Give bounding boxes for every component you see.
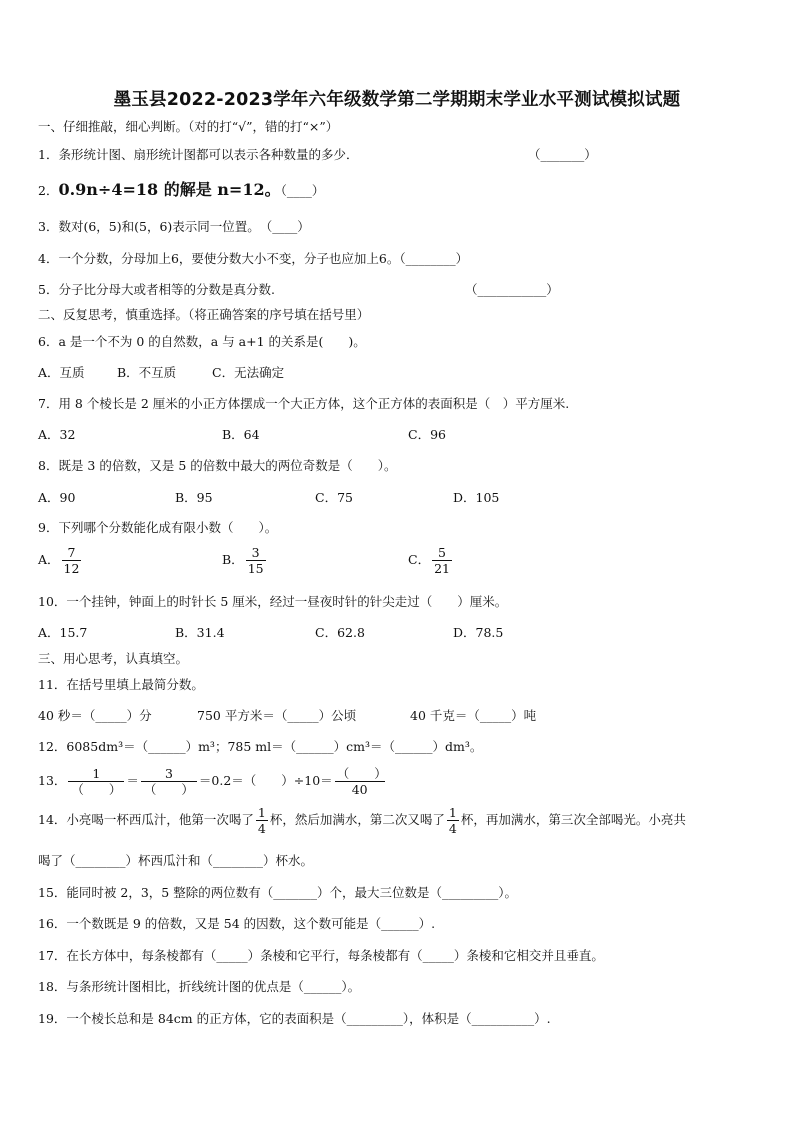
question-15[interactable]: 15．能同时被 2，3，5 整除的两位数有（_______）个，最大三位数是（_________）。 bbox=[38, 885, 517, 900]
question-6-option-a[interactable]: A．互质 bbox=[38, 365, 85, 380]
question-13[interactable] bbox=[38, 766, 387, 797]
fraction-denominator: 4 bbox=[448, 821, 457, 836]
question-10-option-d[interactable]: D．78.5 bbox=[453, 625, 504, 640]
question-8-option-c[interactable]: C．75 bbox=[315, 490, 353, 505]
fraction-numerator[interactable]: （ ） bbox=[336, 766, 387, 781]
fraction-denominator: 40 bbox=[351, 782, 368, 797]
fraction bbox=[68, 766, 124, 797]
fraction-denominator[interactable]: （ ） bbox=[143, 782, 194, 797]
question-11: 11．在括号里填上最简分数。 bbox=[38, 677, 204, 692]
question-7-option-a[interactable]: A．32 bbox=[38, 427, 76, 442]
fraction-denominator: 21 bbox=[434, 561, 450, 576]
question-10-option-c[interactable]: C．62.8 bbox=[315, 625, 365, 640]
question-18[interactable]: 18．与条形统计图相比，折线统计图的优点是（______）。 bbox=[38, 979, 361, 994]
question-2-text: 0.9n÷4=18 的解是 n=12。 bbox=[58, 180, 281, 199]
question-4 bbox=[38, 250, 468, 268]
question-2-number: 2． bbox=[38, 183, 59, 198]
question-14 bbox=[38, 805, 686, 836]
question-6: 6．a 是一个不为 0 的自然数，a 与 a+1 的关系是( )。 bbox=[38, 334, 366, 349]
fraction-numerator: 3 bbox=[141, 766, 197, 782]
question-9-option-c-label: C． bbox=[408, 552, 431, 567]
fraction bbox=[246, 545, 266, 576]
question-11-part-b[interactable]: 750 平方米＝（_____）公顷 bbox=[197, 708, 357, 723]
question-8-option-b[interactable]: B．95 bbox=[175, 490, 213, 505]
section-2-heading: 二、反复思考，慎重选择。（将正确答案的序号填在括号里） bbox=[38, 307, 370, 322]
question-8-option-a[interactable]: A．90 bbox=[38, 490, 76, 505]
question-9-option-b[interactable] bbox=[222, 545, 268, 576]
question-14-line-2[interactable]: 喝了（________）杯西瓜汁和（________）杯水。 bbox=[38, 853, 314, 868]
question-6-option-b[interactable]: B．不互质 bbox=[117, 365, 177, 380]
question-5: 5．分子比分母大或者相等的分数是真分数. bbox=[38, 282, 275, 297]
fraction bbox=[432, 545, 452, 576]
question-10: 10．一个挂钟，钟面上的时针长 5 厘米，经过一昼夜时针的针尖走过（ ）厘米。 bbox=[38, 594, 508, 609]
section-3-heading: 三、用心思考，认真填空。 bbox=[38, 651, 189, 666]
question-10-option-a[interactable]: A．15.7 bbox=[38, 625, 88, 640]
question-17[interactable]: 17．在长方体中，每条棱都有（_____）条棱和它平行，每条棱都有（_____）条棱和它相交并且垂直。 bbox=[38, 948, 604, 963]
question-3-text: 3．数对(6，5)和(5，6)表示同一位置。 bbox=[38, 219, 254, 234]
question-5-answer-blank[interactable]: （___________） bbox=[465, 282, 559, 297]
fraction bbox=[62, 545, 82, 576]
question-13-number: 13． bbox=[38, 773, 67, 788]
question-4-text: 4．一个分数，分母加上6，要使分数大小不变，分子也应加上6。 bbox=[38, 251, 400, 266]
fraction-numerator: 1 bbox=[68, 766, 124, 782]
section-1-heading: 一、仔细推敲，细心判断。（对的打“√”，错的打“×”） bbox=[38, 119, 339, 134]
page-title: 墨玉县2022-2023学年六年级数学第二学期期末学业水平测试模拟试题 bbox=[113, 90, 681, 110]
question-7-option-b[interactable]: B．64 bbox=[222, 427, 260, 442]
question-14-text-c: 杯，再加满水，第三次全部喝光。小亮共 bbox=[460, 812, 686, 827]
question-2 bbox=[38, 181, 324, 200]
equals-sign: ＝ bbox=[126, 773, 139, 788]
fraction-denominator: 4 bbox=[257, 821, 266, 836]
fraction-numerator: 1 bbox=[257, 805, 266, 820]
question-4-answer-blank[interactable]: （________） bbox=[399, 251, 469, 266]
question-1-answer-blank[interactable]: （_______） bbox=[528, 147, 597, 162]
question-11-part-c[interactable]: 40 千克＝（_____）吨 bbox=[410, 708, 537, 723]
question-9-option-a-label: A． bbox=[38, 552, 60, 567]
fraction bbox=[335, 766, 385, 797]
question-1: 1．条形统计图、扇形统计图都可以表示各种数量的多少． bbox=[38, 147, 359, 162]
question-9-option-b-label: B． bbox=[222, 552, 244, 567]
question-9-option-a[interactable] bbox=[38, 545, 83, 576]
fraction bbox=[256, 805, 268, 836]
fraction-numerator: 3 bbox=[246, 545, 266, 561]
question-7-option-c[interactable]: C．96 bbox=[408, 427, 446, 442]
question-8-option-d[interactable]: D．105 bbox=[453, 490, 500, 505]
question-11-part-a[interactable]: 40 秒＝（_____）分 bbox=[38, 708, 152, 723]
fraction bbox=[447, 805, 459, 836]
fraction-numerator: 5 bbox=[432, 545, 452, 561]
fraction-numerator: 7 bbox=[62, 545, 82, 561]
fraction-denominator[interactable]: （ ） bbox=[71, 782, 122, 797]
question-16[interactable]: 16．一个数既是 9 的倍数，又是 54 的因数，这个数可能是（______）. bbox=[38, 916, 436, 931]
fraction bbox=[141, 766, 197, 797]
question-10-option-b[interactable]: B．31.4 bbox=[175, 625, 225, 640]
question-14-text-a: 14．小亮喝一杯西瓜汁，他第一次喝了 bbox=[38, 812, 254, 827]
question-6-option-c[interactable]: C．无法确定 bbox=[212, 365, 285, 380]
question-12[interactable]: 12．6085dm³＝（______）m³；785 ml＝（______）cm³＝（______）dm³。 bbox=[38, 739, 483, 754]
question-19[interactable]: 19．一个棱长总和是 84cm 的正方体，它的表面积是（_________），体积是（__________）. bbox=[38, 1011, 551, 1026]
fraction-denominator: 12 bbox=[63, 561, 80, 576]
question-9-option-c[interactable] bbox=[408, 545, 454, 576]
question-7: 7．用 8 个棱长是 2 厘米的小正方体摆成一个大正方体，这个正方体的表面积是（ ）平方厘米. bbox=[38, 396, 570, 411]
question-14-text-b: 杯，然后加满水，第二次又喝了 bbox=[269, 812, 445, 827]
fraction-denominator: 15 bbox=[247, 561, 264, 576]
question-8: 8．既是 3 的倍数，又是 5 的倍数中最大的两位奇数是（ ）。 bbox=[38, 458, 397, 473]
question-3-answer-blank[interactable]: （____） bbox=[266, 219, 310, 234]
question-9: 9．下列哪个分数能化成有限小数（ ）。 bbox=[38, 520, 278, 535]
question-13-middle[interactable]: ＝0.2＝（ ）÷10＝ bbox=[198, 773, 333, 788]
question-2-answer-blank[interactable]: （____） bbox=[280, 183, 325, 198]
question-3 bbox=[38, 218, 310, 236]
fraction-numerator: 1 bbox=[448, 805, 457, 820]
